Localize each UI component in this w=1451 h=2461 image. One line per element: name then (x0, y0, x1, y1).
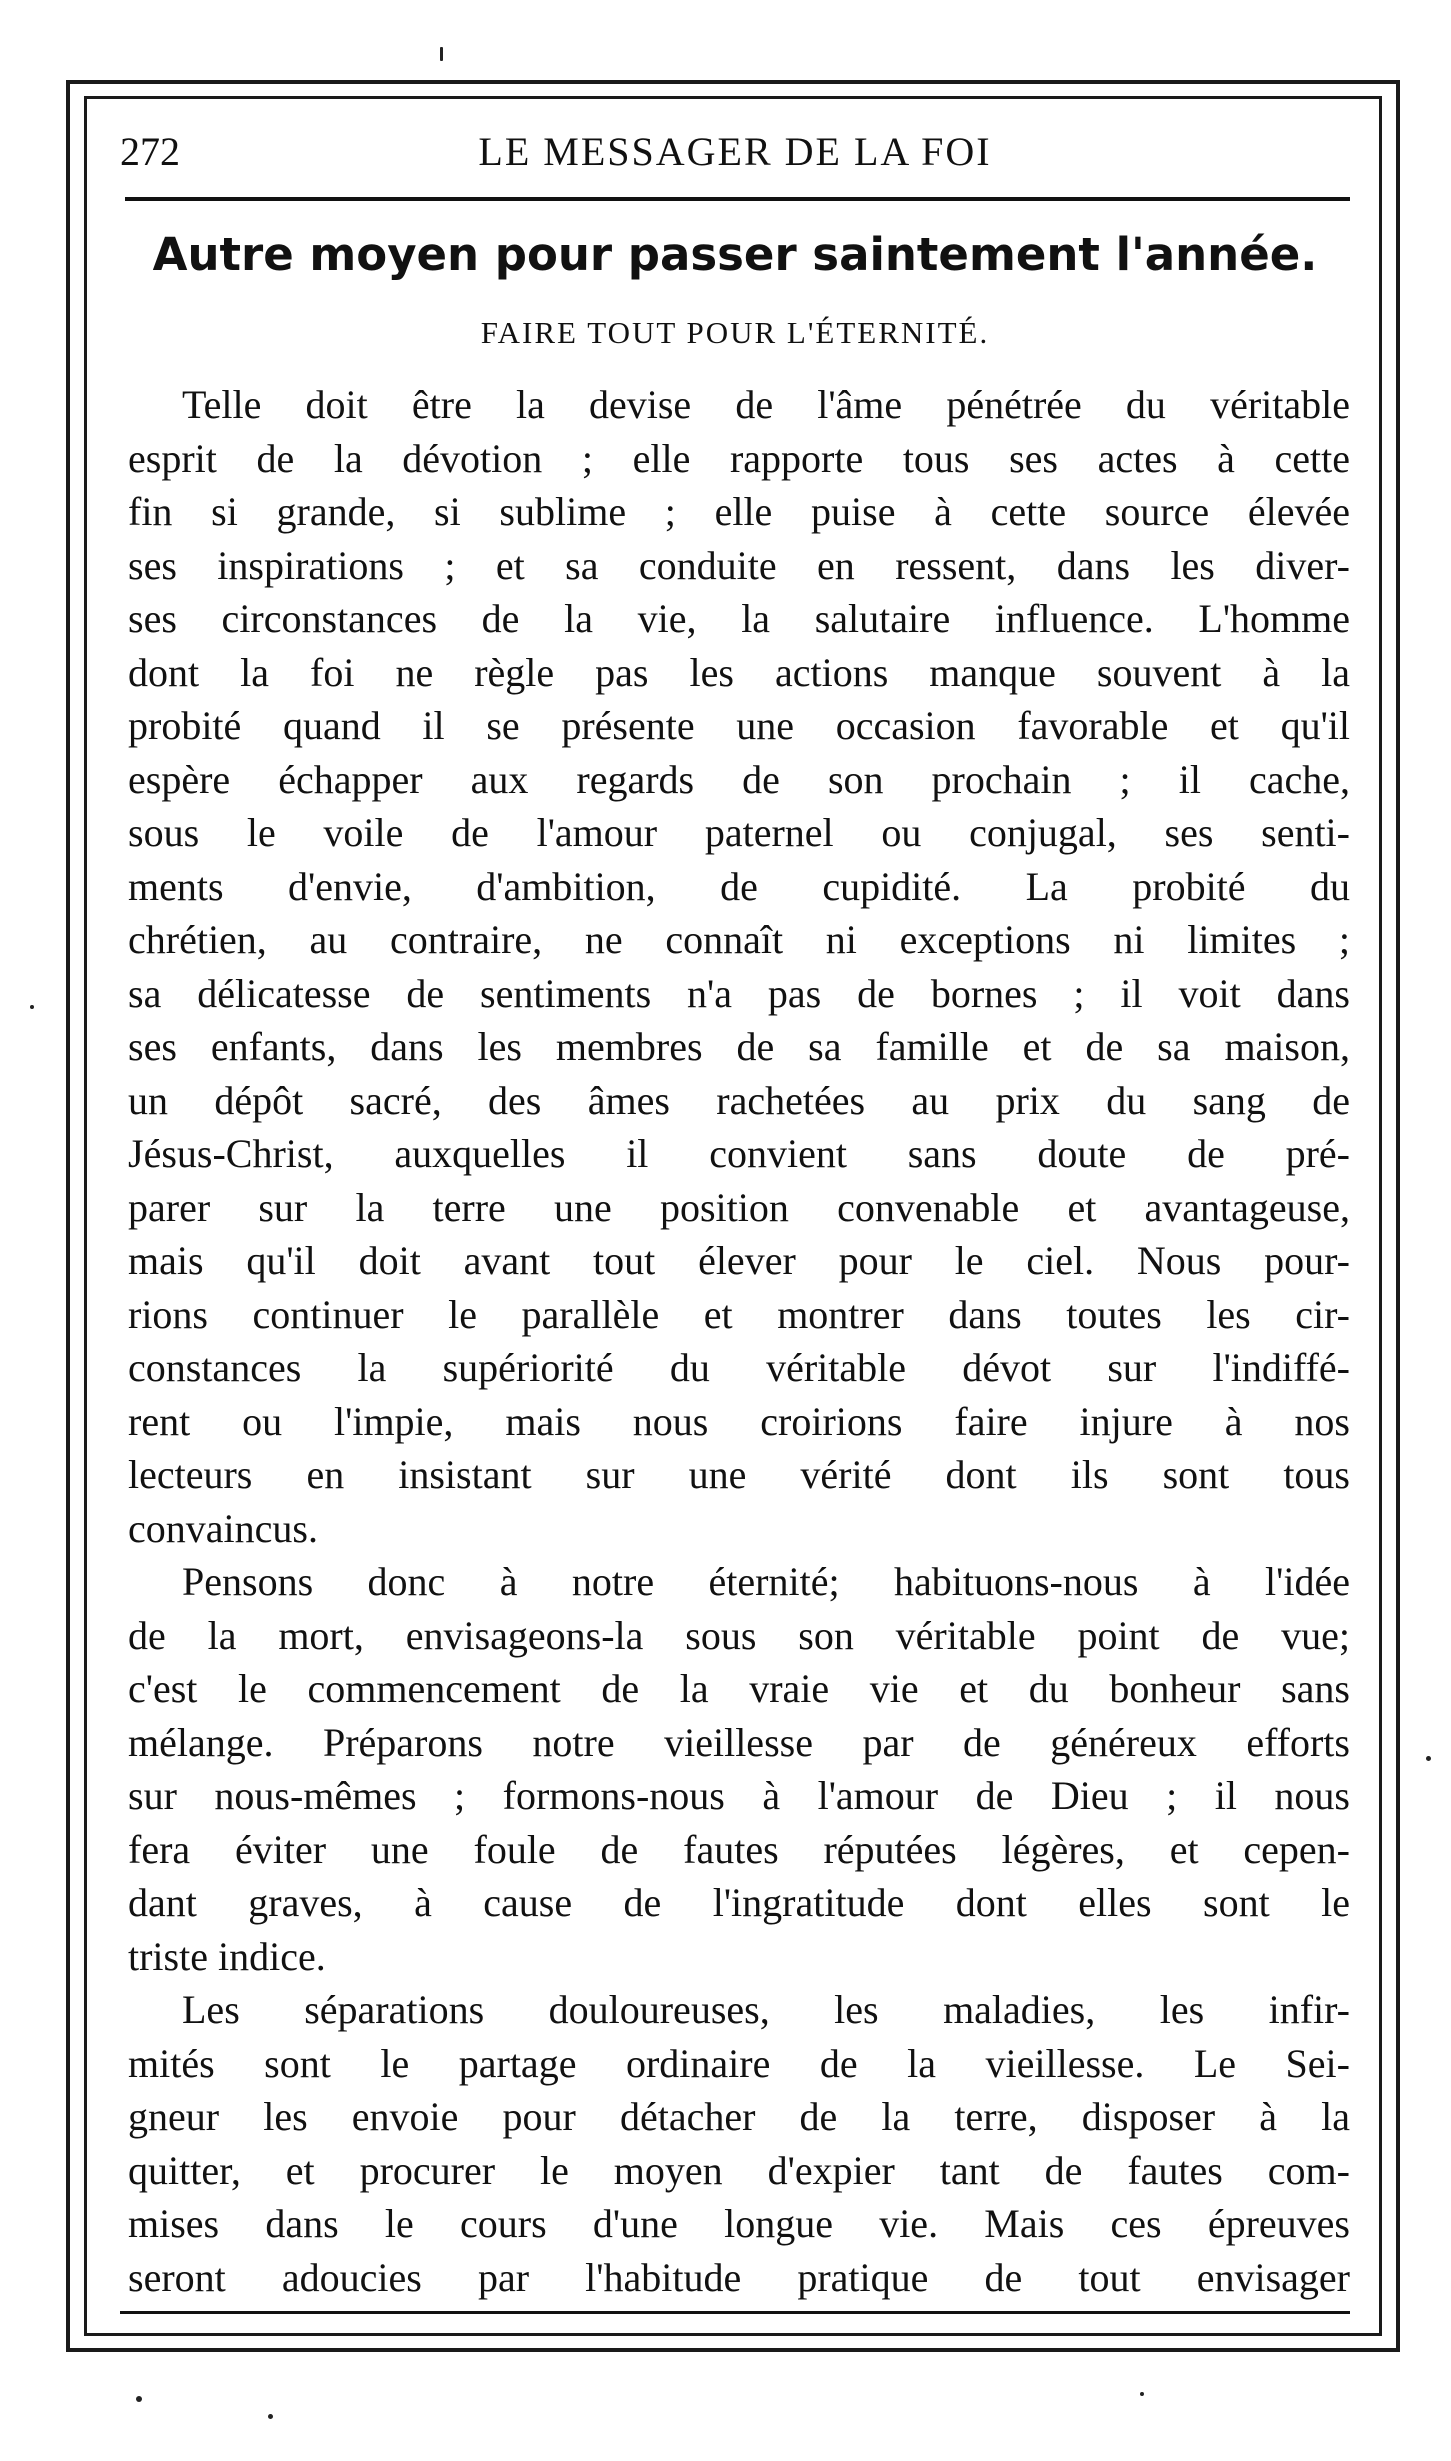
text-line: Telle doit être la devise de l'âme pénétrée du véritable (182, 382, 1350, 427)
text-line: fera éviter une foule de fautes réputées légères, et cepen- (128, 1826, 1350, 1872)
text-line: chrétien, au contraire, ne connaît ni exceptions ni limites ; (128, 917, 1350, 962)
article-subtitle: FAIRE TOUT POUR L'ÉTERNITÉ. (480, 315, 990, 350)
text-line: ses enfants, dans les membres de sa famille et de sa maison, (128, 1024, 1350, 1069)
scan-speck (1426, 1756, 1431, 1761)
text-line: seront adoucies par l'habitude pratique de tout envisager (128, 2254, 1350, 2300)
text-line: dont la foi ne règle pas les actions manque souvent à la (128, 649, 1350, 695)
text-line: espère échapper aux regards de son prochain ; il cache, (128, 756, 1350, 802)
text-line: mises dans le cours d'une longue vie. Mais ces épreuves (128, 2201, 1350, 2246)
text-line: fin si grande, si sublime ; elle puise à cette source élevée (128, 489, 1350, 534)
paragraph-1 (128, 378, 1350, 1555)
page-header (120, 122, 1350, 182)
text-line: Pensons donc à notre éternité; habituons-nous à l'idée (182, 1559, 1350, 1604)
text-line: mités sont le partage ordinaire de la vieillesse. Le Sei- (128, 2040, 1350, 2086)
text-line: ses circonstances de la vie, la salutaire influence. L'homme (128, 596, 1350, 641)
text-line: rent ou l'impie, mais nous croirions faire injure à nos (128, 1398, 1350, 1444)
text-line: sous le voile de l'amour paternel ou conjugal, ses senti- (128, 810, 1350, 855)
text-line: triste indice. (128, 1933, 326, 1979)
text-line: c'est le commencement de la vraie vie et du bonheur sans (128, 1666, 1350, 1711)
scan-speck (136, 2396, 142, 2402)
article-title: Autre moyen pour passer saintement l'année. (152, 228, 1318, 281)
text-line: quitter, et procurer le moyen d'expier tant de fautes com- (128, 2147, 1350, 2193)
text-line: convaincus. (128, 1505, 318, 1551)
text-line: parer sur la terre une position convenable et avantageuse, (128, 1184, 1350, 1230)
scan-speck (268, 2414, 273, 2419)
paragraph-3 (128, 1983, 1350, 2304)
paragraph-2 (128, 1555, 1350, 1983)
text-line: de la mort, envisageons-la sous son véritable point de vue; (128, 1612, 1350, 1658)
page-number: 272 (120, 129, 180, 174)
text-line: sa délicatesse de sentiments n'a pas de bornes ; il voit dans (128, 970, 1350, 1016)
scan-speck (1140, 2392, 1144, 2396)
text-line: un dépôt sacré, des âmes rachetées au prix du sang de (128, 1077, 1350, 1123)
text-line: gneur les envoie pour détacher de la terre, disposer à la (128, 2094, 1350, 2139)
text-line: probité quand il se présente une occasion favorable et qu'il (128, 703, 1350, 748)
text-line: ments d'envie, d'ambition, de cupidité. La probité du (128, 863, 1350, 909)
scan-speck (440, 47, 443, 61)
text-line: mais qu'il doit avant tout élever pour le ciel. Nous pour- (128, 1238, 1350, 1283)
text-line: lecteurs en insistant sur une vérité dont ils sont tous (128, 1452, 1350, 1497)
text-line: constances la supériorité du véritable dévot sur l'indiffé- (128, 1345, 1350, 1390)
text-line: ses inspirations ; et sa conduite en ressent, dans les diver- (128, 542, 1350, 588)
text-line: esprit de la dévotion ; elle rapporte tous ses actes à cette (128, 435, 1350, 481)
article-body (128, 378, 1350, 2304)
header-rule (125, 197, 1350, 201)
scan-speck (30, 1005, 34, 1009)
text-line: Les séparations douloureuses, les maladies, les infir- (182, 1987, 1350, 2032)
text-line: dant graves, à cause de l'ingratitude dont elles sont le (128, 1880, 1350, 1925)
text-line: sur nous-mêmes ; formons-nous à l'amour de Dieu ; il nous (128, 1773, 1350, 1818)
running-title: LE MESSAGER DE LA FOI (478, 129, 992, 174)
text-line: mélange. Préparons notre vieillesse par de généreux efforts (128, 1719, 1350, 1765)
bottom-rule (120, 2311, 1350, 2314)
text-line: Jésus-Christ, auxquelles il convient sans doute de pré- (128, 1131, 1350, 1176)
text-line: rions continuer le parallèle et montrer dans toutes les cir- (128, 1291, 1350, 1337)
